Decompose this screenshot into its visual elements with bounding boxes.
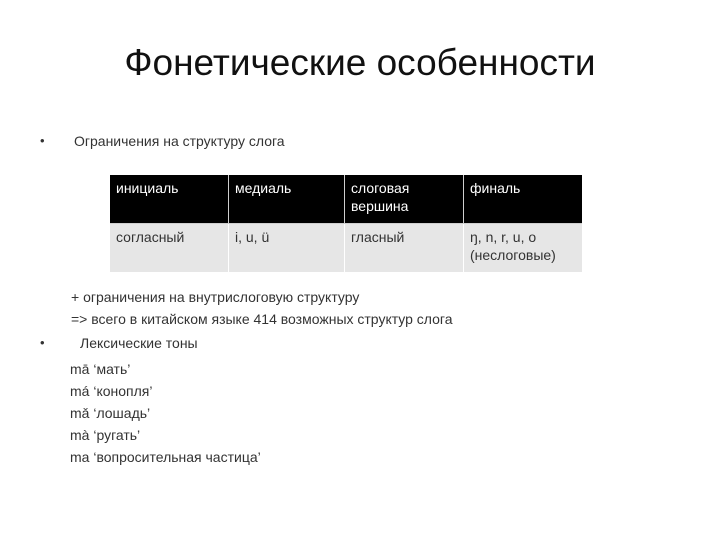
tone-example: má ‘конопля’	[70, 383, 153, 399]
syllable-structure-table	[110, 175, 582, 272]
tone-example: mā ‘мать’	[70, 361, 131, 377]
table-cell: i, u, ü	[229, 224, 345, 273]
bullet-text-syllable-structure: Ограничения на структуру слога	[74, 133, 285, 149]
table-header-row	[110, 175, 582, 224]
tone-example: mǎ ‘лошадь’	[70, 405, 151, 421]
tone-example: mà ‘ругать’	[70, 427, 141, 443]
bullet-text-lexical-tones: Лексические тоны	[80, 335, 198, 351]
table-header-cell: медиаль	[229, 175, 345, 224]
table-header-cell: инициаль	[110, 175, 229, 224]
table-cell: гласный	[345, 224, 464, 273]
note-total-structures: => всего в китайском языке 414 возможных структур слога	[71, 311, 453, 327]
table-header-cell: финаль	[464, 175, 583, 224]
table-cell: согласный	[110, 224, 229, 273]
table-header-cell: слоговая вершина	[345, 175, 464, 224]
bullet-marker: •	[40, 335, 45, 350]
bullet-marker: •	[40, 133, 45, 148]
tone-example: ma ‘вопросительная частица’	[70, 449, 261, 465]
slide-title: Фонетические особенности	[124, 42, 596, 83]
note-intra-syllable: + ограничения на внутрислоговую структуру	[71, 289, 360, 305]
table-row	[110, 224, 582, 273]
table-cell: ŋ, n, r, u, o (неслоговые)	[464, 224, 583, 273]
